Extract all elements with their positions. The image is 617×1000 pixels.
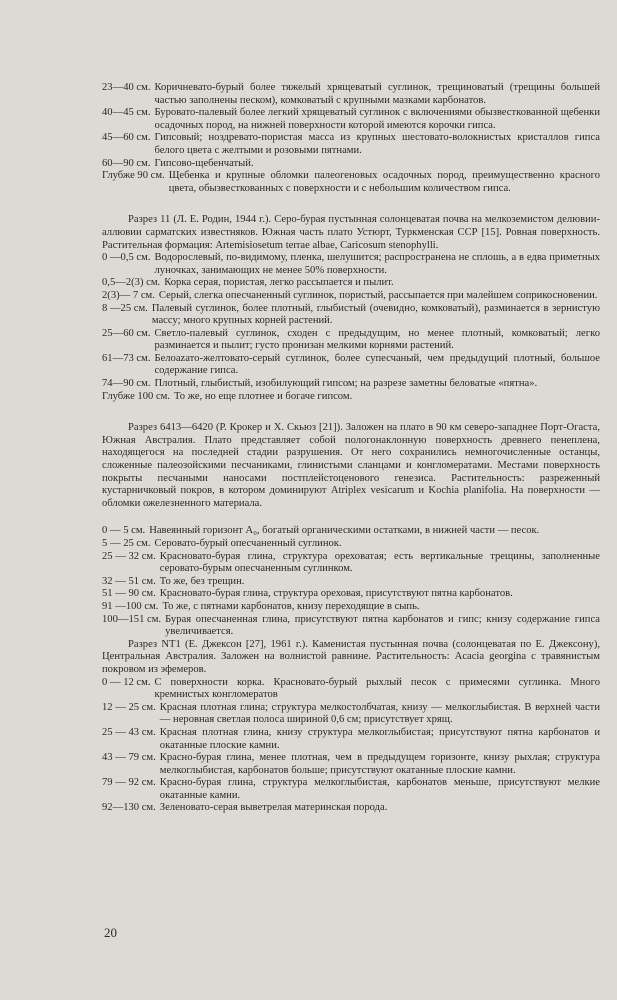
horizon-row [102,588,600,601]
horizon-depth: 91 —100 см. [102,600,159,612]
profile-section-3 [102,422,600,639]
horizon-row [102,551,600,576]
horizon-depth: 0 — 5 см. [102,525,146,537]
profile-section-1 [102,82,600,195]
horizon-row [102,576,600,589]
horizon-row [102,802,600,815]
horizon-description: Красная плотная глина; структура мелкостолбчатая, книзу — мелкоглыбистая. В верхней части — неровная светлая полоса шириной 0,6 см; присутствует хрящ. [159,701,600,726]
horizon-description: Щебенка и крупные обломки палеогеновых осадочных пород, преимущественно красного цвета, обызвесткованных с поверхности и с небольшим количеством гипса. [168,170,600,194]
horizon-depth: 100—151 см. [102,613,162,625]
section-intro: Разрез 11 (Л. Е. Родин, 1944 г.). Серо-бурая пустынная солонцеватая почва на мелкоземистом делювии-аллювии сарматских известняков. Южная часть плато Устюрт, Туркменская ССР [15]. Ровная поверхность. Растительная формация: Artemisiosetum terrae albae, Caricosum stenophylli. [102,214,600,251]
horizon-row [102,82,600,107]
horizon-row [102,158,600,171]
horizon-depth: 25 — 32 см. [102,550,156,562]
horizon-depth: 92—130 см. [102,802,156,814]
horizon-row [102,677,600,702]
horizon-row [102,752,600,777]
horizon-description: Бурая опесчаненная глина, присутствуют пятна карбонатов и гипс; книзу содержание гипса увеличивается. [165,613,600,638]
horizon-description: Палевый суглинок, более плотный, глыбистый (очевидно, комковатый), разминается в зернистую массу; много крупных корней растений. [151,302,600,327]
horizon-row [102,132,600,157]
horizon-depth: Глубже 90 см. [102,170,165,182]
horizon-row [102,378,600,391]
horizon-description: То же, но еще плотнее и богаче гипсом. [174,390,353,402]
section-intro: Разрез 6413—6420 (Р. Крокер и Х. Скьюз [21]). Заложен на плато в 90 км северо-западнее Порт-Огаста, Южная Австралия. Плато представляет собой пологонаклонную поверхность древнего пенеплена, находящегося на последней стадии разрушения. От него сохранились немногочисленные останцы, сложенные палеозойскими песчаниками, глинистыми сланцами и конгломератами. Местами поверхность покрыты песчаными наносами постплейстоценового генезиса. Растительность: разреженный кустарничковый покров, в котором доминируют Atriplex vesicarum и Kochia planifolia. На поверхности — обломки ожелезненного материала. [102,422,600,509]
horizon-description: Корка серая, пористая, легко рассыпается и пылит. [164,277,394,289]
horizon-description: С поверхности корка. Красновато-бурый рыхлый песок с примесями суглинка. Много кремнистых конгломератов [154,676,600,701]
horizon-row [102,353,600,378]
horizon-description: Навеянный горизонт A₀, богатый органическими остатками, в нижней части — песок. [149,525,540,537]
horizon-depth: 32 — 51 см. [102,575,156,587]
horizon-depth: 40—45 см. [102,107,151,119]
horizon-description: Зеленовато-серая выветрелая материнская порода. [159,802,388,814]
horizon-description: Серовато-бурый опесчаненный суглинок. [154,538,342,549]
horizon-depth: 79 — 92 см. [102,777,156,789]
horizon-row [102,303,600,328]
horizon-description: Водорослевый, по-видимому, пленка, шелушится; распространена не сплошь, а в едва приметных луночках, занимающих не менее 50% поверхности. [154,252,600,276]
horizon-description: Красно-бурая глина, менее плотная, чем в предыдущем горизонте, книзу рыхлая; структура мелкоглыбистая, карбонатов больше; присутствуют окатанные плоские камни. [159,752,600,776]
horizon-row [102,252,600,277]
horizon-depth: 51 — 90 см. [102,588,156,600]
horizon-description: Красная плотная глина, книзу структура мелкоглыбистая; присутствуют пятна карбонатов и окатанные плоские камни. [159,726,600,751]
horizon-depth: 61—73 см. [102,352,151,364]
horizon-description: Плотный, глыбистый, изобилующий гипсом; на разрезе заметны беловатые «пятна». [154,378,538,390]
page-number: 20 [104,925,117,940]
page-body [102,82,600,815]
horizon-row [102,702,600,727]
horizon-description: То же, без трещин. [159,575,245,587]
horizon-depth: 60—90 см. [102,157,151,169]
horizon-depth: 5 — 25 см. [102,538,151,549]
horizon-description: Красновато-бурая глина, структура ореховатая; есть вертикальные трещины, заполненные серовато-бурым опесчаненным суглинком. [159,550,600,575]
horizon-row [102,107,600,132]
horizon-row [102,538,600,551]
horizon-depth: 43 — 79 см. [102,752,156,764]
horizon-depth: 0,5—2(3) см. [102,277,161,289]
horizon-description: Коричневато-бурый более тяжелый хрящеватый суглинок, трещиноватый (трещины большей частью заполнены песком), комковатый с крупными мазками карбонатов. [154,82,600,106]
horizon-row [102,170,600,195]
horizon-depth: 0 —0,5 см. [102,252,151,264]
horizon-depth: 8 —25 см. [102,302,148,314]
horizon-depth: 45—60 см. [102,132,151,144]
horizon-description: То же, с пятнами карбонатов, книзу переходящие в сыпь. [162,600,420,612]
horizon-depth: 25—60 см. [102,327,151,339]
horizon-row [102,601,600,614]
horizon-description: Красновато-бурая глина, структура ореховая, присутствуют пятна карбонатов. [159,588,513,600]
horizon-row [102,525,600,538]
horizon-depth: 12 — 25 см. [102,701,156,713]
horizon-depth: 0 — 12 см. [102,676,151,688]
profile-section-2 [102,214,600,403]
horizon-description: Красно-бурая глина, структура мелкоглыбистая, карбонатов меньше, присутствуют мелкие окатанные камни. [159,777,600,801]
horizon-depth: 25 — 43 см. [102,726,156,738]
horizon-depth: 74—90 см. [102,378,151,390]
horizon-row [102,328,600,353]
horizon-row [102,614,600,639]
horizon-depth: 2(3)— 7 см. [102,289,155,301]
horizon-row [102,391,600,404]
profile-section-4 [102,639,600,815]
section-intro: Разрез NT1 (Е. Джексон [27], 1961 г.). Каменистая пустынная почва (солонцеватая по Е. Джексону), Центральная Австралия. Заложен на волнистой равнине. Растительность: Acacia georgina с травянистым покровом из эфемеров. [102,638,600,675]
horizon-description: Светло-палевый суглинок, сходен с предыдущим, но менее плотный, комковатый; легко разминается и пылит; густо пронизан мелкими корнями растений. [154,327,600,352]
horizon-row [102,290,600,303]
horizon-row [102,777,600,802]
horizon-description: Буровато-палевый более легкий хрящеватый суглинок с включениями обызвесткованной щебенки осадочных пород, на нижней поверхности которой имеются корочки гипса. [154,107,600,131]
horizon-description: Белоazато-желтовато-серый суглинок, более супесчаный, чем предыдущий плотный, большое содержание гипса. [154,352,600,377]
horizon-row [102,277,600,290]
horizon-depth: 23—40 см. [102,82,151,93]
horizon-description: Гипсово-щебенчатый. [154,157,254,169]
horizon-depth: Глубже 100 см. [102,390,171,402]
horizon-row [102,727,600,752]
horizon-description: Гипсовый; ноздревато-пористая масса из крупных шестовато-волокнистых кристаллов гипса белого цвета с желтыми и розовыми пятнами. [154,132,600,156]
horizon-description: Серый, слегка опесчаненный суглинок, пористый, рассыпается при малейшем соприкосновении. [158,289,598,301]
